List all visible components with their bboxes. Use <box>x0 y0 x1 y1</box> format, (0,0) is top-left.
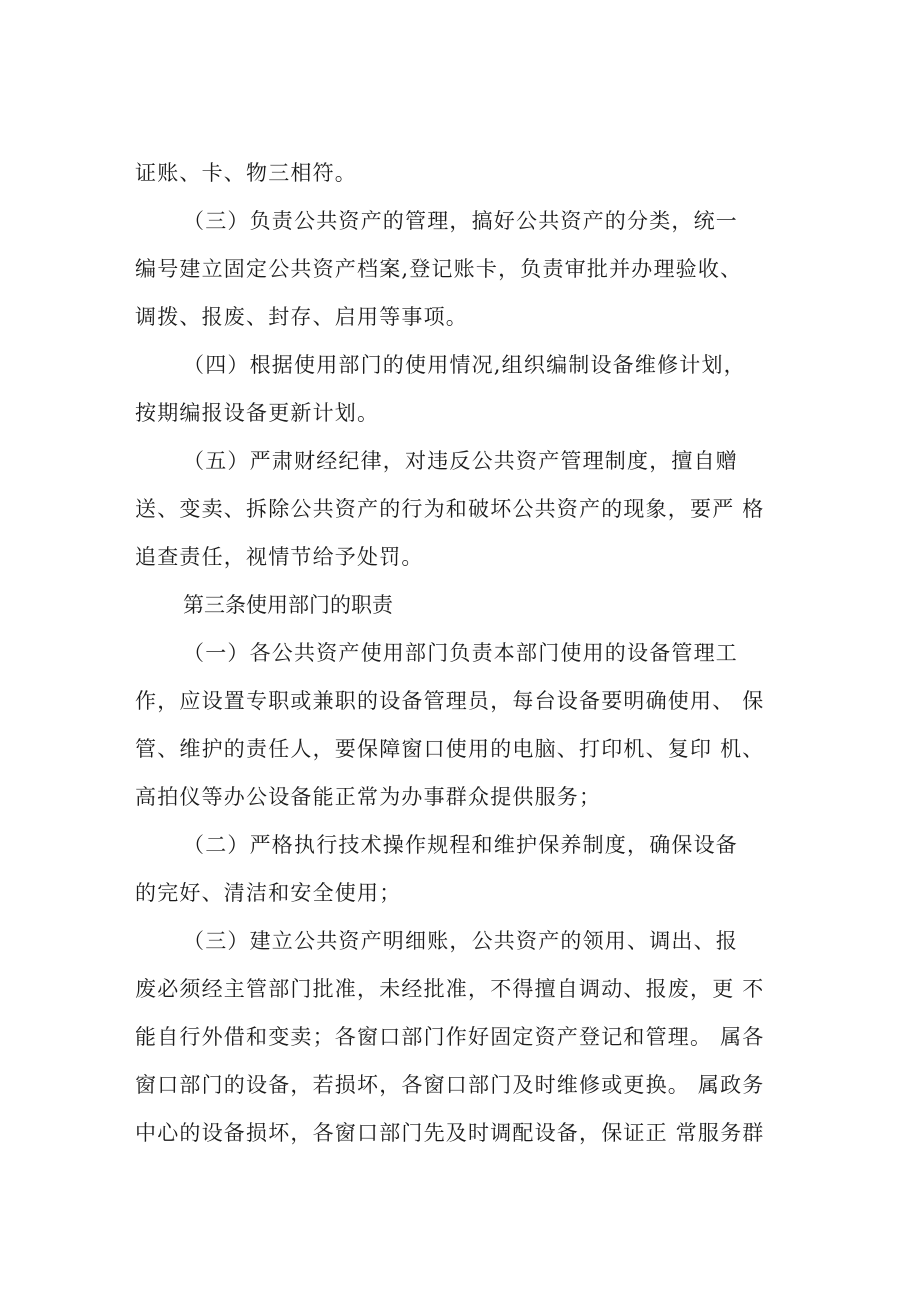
text-line: 废必须经主管部门批准，未经批准，不得擅自调动、报废，更 不 <box>135 977 765 1001</box>
text-line: 高拍仪等办公设备能正常为办事群众提供服务； <box>135 785 602 809</box>
text-line: （四）根据使用部门的使用情况,组织编制设备维修计划， <box>183 353 746 377</box>
text-line: 作，应设置专职或兼职的设备管理员，每台设备要明确使用、 保 <box>135 689 765 713</box>
text-line: 调拨、报废、封存、启用等事项。 <box>135 305 468 329</box>
text-line: 追查责任，视情节给予处罚。 <box>135 545 424 569</box>
text-line: 按期编报设备更新计划。 <box>135 401 380 425</box>
section-heading: 第三条使用部门的职责 <box>183 593 393 617</box>
text-line: 中心的设备损坏，各窗口部门先及时调配设备，保证正 常服务群 <box>135 1121 765 1145</box>
text-line: （五）严肃财经纪律，对违反公共资产管理制度，擅自赠 <box>183 449 738 473</box>
text-line: 管、维护的责任人，要保障窗口使用的电脑、打印机、复印 机、 <box>135 737 765 761</box>
text-line: 窗口部门的设备，若损坏，各窗口部门及时维修或更换。 属政务 <box>135 1073 765 1097</box>
text-line: （一）各公共资产使用部门负责本部门使用的设备管理工 <box>183 641 738 665</box>
text-line: （二）严格执行技术操作规程和维护保养制度，确保设备 <box>183 833 738 857</box>
text-line: 送、变卖、拆除公共资产的行为和破坏公共资产的现象，要严 格 <box>135 497 765 521</box>
text-line: 编号建立固定公共资产档案,登记账卡，负责审批并办理验收、 <box>135 257 743 281</box>
text-line: 证账、卡、物三相符。 <box>135 161 357 185</box>
text-line: （三）建立公共资产明细账，公共资产的领用、调出、报 <box>183 929 738 953</box>
text-line: 的完好、清洁和安全使用； <box>135 881 402 905</box>
text-line: （三）负责公共资产的管理，搞好公共资产的分类，统一 <box>183 209 738 233</box>
text-line: 能自行外借和变卖；各窗口部门作好固定资产登记和管理。 属各 <box>135 1025 765 1049</box>
